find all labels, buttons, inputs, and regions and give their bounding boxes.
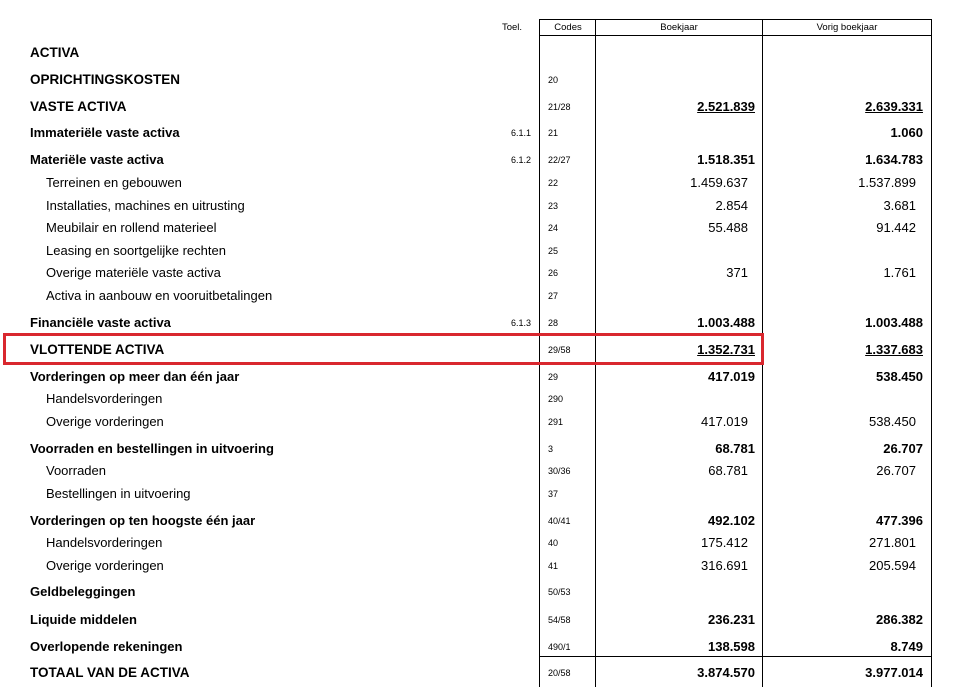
row-label: Overige materiële vaste activa xyxy=(46,265,221,280)
row-code: 26 xyxy=(548,268,559,278)
row-code: 50/53 xyxy=(548,587,571,597)
row-label: Bestellingen in uitvoering xyxy=(46,486,191,501)
row-code: 27 xyxy=(548,291,559,301)
value-vorig-boekjaar: 538.450 xyxy=(876,369,923,384)
row-code: 54/58 xyxy=(548,615,571,625)
row-code: 29 xyxy=(548,372,559,382)
row-code: 24 xyxy=(548,223,559,233)
value-vorig-boekjaar: 538.450 xyxy=(869,414,916,429)
value-vorig-boekjaar: 91.442 xyxy=(876,220,916,235)
row-code: 40/41 xyxy=(548,516,571,526)
highlight-box xyxy=(3,333,764,365)
row-label: Terreinen en gebouwen xyxy=(46,175,182,190)
row-code: 29/58 xyxy=(548,345,571,355)
value-boekjaar: 2.854 xyxy=(715,198,748,213)
row-label: Overige vorderingen xyxy=(46,558,164,573)
row-toelichting: 6.1.2 xyxy=(510,155,531,165)
table-row xyxy=(0,551,953,574)
row-label: Overlopende rekeningen xyxy=(30,639,183,654)
value-vorig-boekjaar: 205.594 xyxy=(869,558,916,573)
row-label: Activa in aanbouw en vooruitbetalingen xyxy=(46,288,273,303)
value-boekjaar: 3.874.570 xyxy=(697,665,755,680)
row-label: Vorderingen op meer dan één jaar xyxy=(30,369,240,384)
value-vorig-boekjaar: 1.761 xyxy=(883,265,916,280)
row-label: Voorraden en bestellingen in uitvoering xyxy=(30,441,274,456)
row-label: Overige vorderingen xyxy=(46,414,164,429)
row-label: VASTE ACTIVA xyxy=(30,99,127,114)
row-code: 3 xyxy=(548,444,554,454)
value-boekjaar: 371 xyxy=(726,265,748,280)
value-vorig-boekjaar: 271.801 xyxy=(869,535,916,550)
row-toelichting: 6.1.3 xyxy=(510,318,531,328)
value-vorig-boekjaar: 1.003.488 xyxy=(865,315,923,330)
table-row xyxy=(0,118,953,141)
table-row xyxy=(0,384,953,407)
row-label: TOTAAL VAN DE ACTIVA xyxy=(30,665,190,680)
row-label: Handelsvorderingen xyxy=(46,391,163,406)
header-codes: Codes xyxy=(554,22,582,33)
table-row xyxy=(0,308,953,331)
table-row xyxy=(0,362,953,385)
row-code: 37 xyxy=(548,489,559,499)
header-vorig-boekjaar: Vorig boekjaar xyxy=(816,22,878,33)
header-bottom-rule xyxy=(539,35,932,36)
table-row xyxy=(0,456,953,479)
table-row xyxy=(0,38,953,61)
table-row xyxy=(0,281,953,304)
table-row xyxy=(0,92,953,115)
value-boekjaar: 175.412 xyxy=(701,535,748,550)
row-label: Immateriële vaste activa xyxy=(30,125,180,140)
row-code: 22/27 xyxy=(548,155,571,165)
row-code: 21 xyxy=(548,128,559,138)
table-row xyxy=(0,213,953,236)
row-label: Meubilair en rollend materieel xyxy=(46,220,217,235)
row-code: 41 xyxy=(548,561,559,571)
value-boekjaar: 55.488 xyxy=(708,220,748,235)
value-vorig-boekjaar: 286.382 xyxy=(876,612,923,627)
value-boekjaar: 68.781 xyxy=(708,463,748,478)
value-vorig-boekjaar: 1.634.783 xyxy=(865,152,923,167)
table-row xyxy=(0,407,953,430)
value-boekjaar: 138.598 xyxy=(708,639,755,654)
total-top-rule xyxy=(539,656,932,657)
row-toelichting: 6.1.1 xyxy=(510,128,531,138)
value-vorig-boekjaar: 8.749 xyxy=(890,639,923,654)
row-label: Voorraden xyxy=(46,463,106,478)
table-row xyxy=(0,605,953,628)
row-code: 28 xyxy=(548,318,559,328)
value-boekjaar: 1.003.488 xyxy=(697,315,755,330)
row-label: Installaties, machines en uitrusting xyxy=(46,198,245,213)
value-vorig-boekjaar: 2.639.331 xyxy=(865,99,923,114)
value-boekjaar: 1.352.731 xyxy=(697,342,755,357)
table-row xyxy=(0,658,953,681)
row-label: OPRICHTINGSKOSTEN xyxy=(30,72,181,87)
value-vorig-boekjaar: 1.537.899 xyxy=(858,175,916,190)
row-code: 291 xyxy=(548,417,564,427)
table-row xyxy=(0,479,953,502)
table-row xyxy=(0,434,953,457)
row-code: 40 xyxy=(548,538,559,548)
row-label: VLOTTENDE ACTIVA xyxy=(30,342,165,357)
header-toel: Toel. xyxy=(501,22,523,33)
row-code: 23 xyxy=(548,201,559,211)
row-code: 290 xyxy=(548,394,564,404)
row-label: ACTIVA xyxy=(30,45,80,60)
header-top-rule xyxy=(539,19,932,20)
table-row xyxy=(0,168,953,191)
row-label: Vorderingen op ten hoogste één jaar xyxy=(30,513,256,528)
row-code: 22 xyxy=(548,178,559,188)
row-code: 25 xyxy=(548,246,559,256)
value-boekjaar: 492.102 xyxy=(708,513,755,528)
row-label: Materiële vaste activa xyxy=(30,152,164,167)
row-code: 20/58 xyxy=(548,668,571,678)
value-vorig-boekjaar: 26.707 xyxy=(883,441,923,456)
row-code: 490/1 xyxy=(548,642,571,652)
row-label: Geldbeleggingen xyxy=(30,584,136,599)
value-vorig-boekjaar: 3.977.014 xyxy=(865,665,923,680)
value-boekjaar: 1.459.637 xyxy=(690,175,748,190)
value-boekjaar: 236.231 xyxy=(708,612,755,627)
table-row xyxy=(0,65,953,88)
header-boekjaar: Boekjaar xyxy=(660,22,698,33)
value-boekjaar: 68.781 xyxy=(715,441,755,456)
table-row xyxy=(0,632,953,655)
table-row xyxy=(0,236,953,259)
row-code: 20 xyxy=(548,75,559,85)
value-boekjaar: 1.518.351 xyxy=(697,152,755,167)
table-row xyxy=(0,528,953,551)
table-row xyxy=(0,258,953,281)
value-vorig-boekjaar: 477.396 xyxy=(876,513,923,528)
value-boekjaar: 2.521.839 xyxy=(697,99,755,114)
row-code: 30/36 xyxy=(548,466,571,476)
value-vorig-boekjaar: 26.707 xyxy=(876,463,916,478)
row-label: Leasing en soortgelijke rechten xyxy=(46,243,226,258)
value-boekjaar: 417.019 xyxy=(708,369,755,384)
row-code: 21/28 xyxy=(548,102,571,112)
row-label: Liquide middelen xyxy=(30,612,137,627)
value-boekjaar: 417.019 xyxy=(701,414,748,429)
value-vorig-boekjaar: 1.337.683 xyxy=(865,342,923,357)
table-row xyxy=(0,577,953,600)
value-vorig-boekjaar: 1.060 xyxy=(890,125,923,140)
value-boekjaar: 316.691 xyxy=(701,558,748,573)
row-label: Financiële vaste activa xyxy=(30,315,171,330)
table-row xyxy=(0,506,953,529)
value-vorig-boekjaar: 3.681 xyxy=(883,198,916,213)
table-row xyxy=(0,191,953,214)
row-label: Handelsvorderingen xyxy=(46,535,163,550)
table-row xyxy=(0,145,953,168)
